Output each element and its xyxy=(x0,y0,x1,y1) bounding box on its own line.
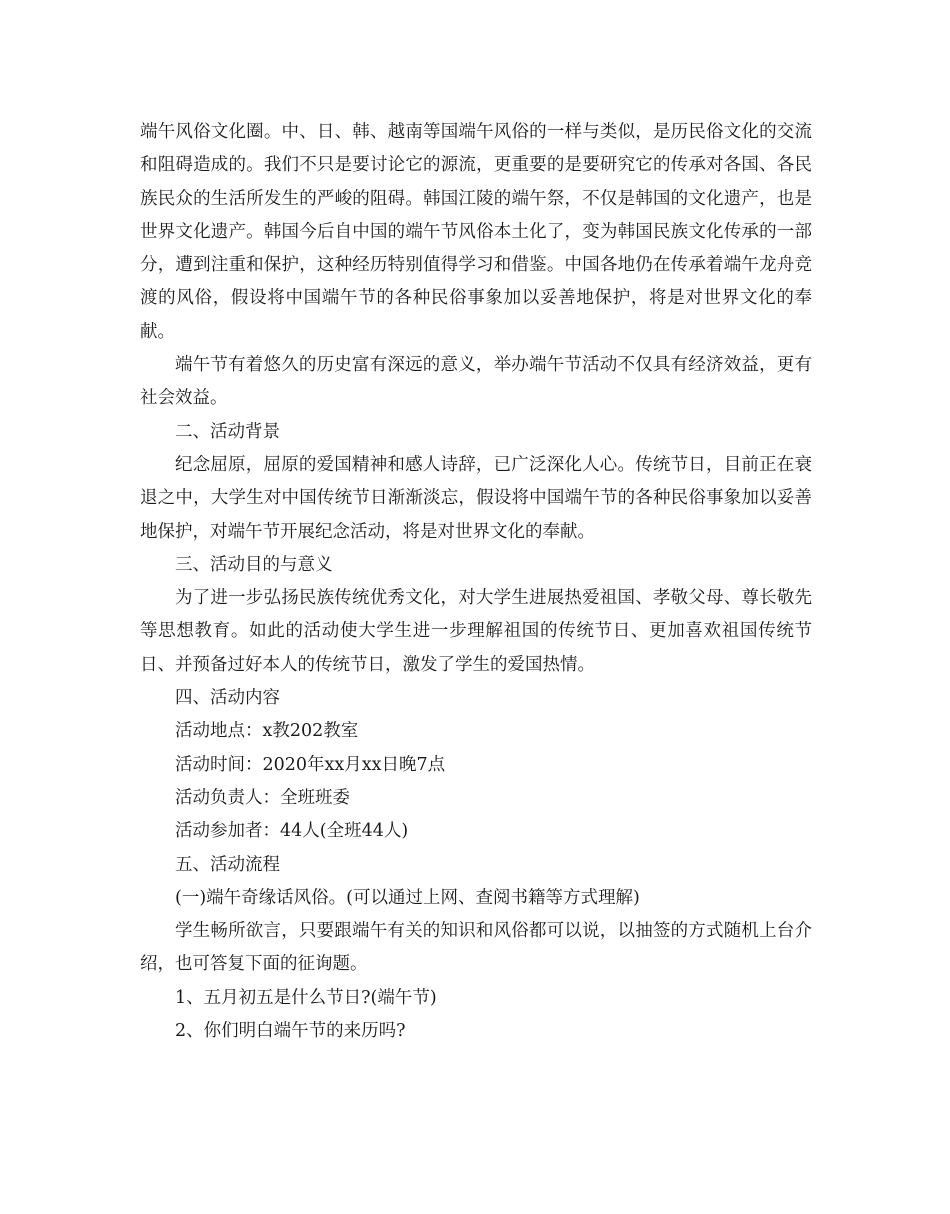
question-one: 1、五月初五是什么节日?(端午节) xyxy=(175,987,437,1008)
section-heading-content: 四、活动内容 xyxy=(175,688,280,709)
paragraph-significance: 端午节有着悠久的历史富有深远的意义，举办端午节活动不仅具有经济效益，更有社会效益。 xyxy=(140,355,812,409)
paragraph-discussion: 学生畅所欲言，只要跟端午有关的知识和风俗都可以说，以抽签的方式随机上台介绍，也可答复下面的征询题。 xyxy=(140,921,812,975)
activity-time: 活动时间：2020年xx月xx日晚7点 xyxy=(175,754,446,775)
activity-participants: 活动参加者：44人(全班44人) xyxy=(175,821,409,842)
section-heading-background: 二、活动背景 xyxy=(175,421,280,442)
process-step-one: (一)端午奇缘话风俗。(可以通过上网、查阅书籍等方式理解) xyxy=(175,887,640,908)
paragraph-purpose: 为了进一步弘扬民族传统优秀文化，对大学生进展热爱祖国、孝敬父母、尊长敬先等思想教育。如此的活动使大学生进一步理解祖国的传统节日、更加喜欢祖国传统节日、并预备过好本人的传统节日，激发了学生的爱国热情。 xyxy=(140,588,812,675)
paragraph-culture-circle: 端午风俗文化圈。中、日、韩、越南等国端午风俗的一样与类似，是历民俗文化的交流和阻碍造成的。我们不只是要讨论它的源流，更重要的是要研究它的传承对各国、各民族民众的生活所发生的严峻的阻碍。韩国江陵的端午祭，不仅是韩国的文化遗产，也是世界文化遗产。韩国今后自中国的端午节风俗本土化了，变为韩国民族文化传承的一部分，遭到注重和保护，这种经历特别值得学习和借鉴。中国各地仍在传承着端午龙舟竞渡的风俗，假设将中国端午节的各种民俗事象加以妥善地保护，将是对世界文化的奉献。 xyxy=(140,122,812,342)
activity-location: 活动地点：x教202教室 xyxy=(175,721,359,742)
paragraph-background: 纪念屈原，屈原的爱国精神和感人诗辞，已广泛深化人心。传统节日，目前正在衰退之中，大学生对中国传统节日渐渐淡忘，假设将中国端午节的各种民俗事象加以妥善地保护，对端午节开展纪念活动，将是对世界文化的奉献。 xyxy=(140,454,812,542)
document-body xyxy=(140,116,812,1048)
activity-organizer: 活动负责人：全班班委 xyxy=(175,787,350,808)
section-heading-purpose: 三、活动目的与意义 xyxy=(175,554,333,575)
question-two: 2、你们明白端午节的来历吗? xyxy=(175,1021,406,1042)
section-heading-process: 五、活动流程 xyxy=(175,854,280,875)
